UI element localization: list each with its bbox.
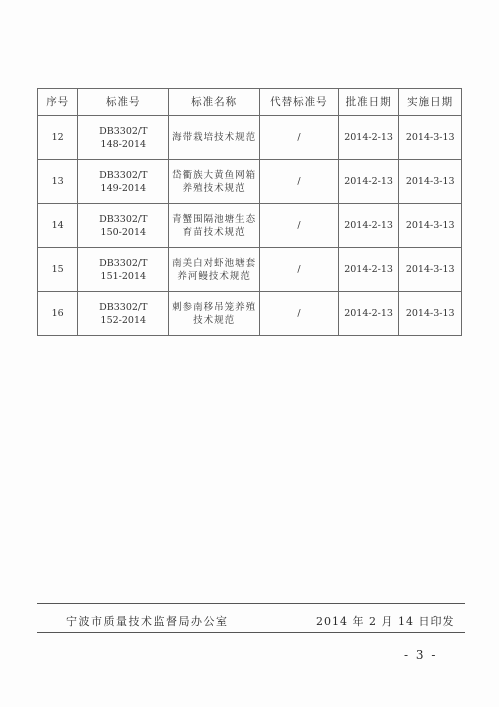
code-line: 149-2014 bbox=[100, 182, 147, 194]
row-seq: 14 bbox=[38, 204, 78, 248]
header-approved: 批准日期 bbox=[338, 89, 399, 116]
row-code bbox=[78, 160, 169, 204]
table-row bbox=[38, 116, 462, 160]
row-name bbox=[169, 204, 260, 248]
row-replaced: / bbox=[260, 160, 339, 204]
name-line: 刺参南移吊笼养殖 bbox=[172, 301, 257, 313]
name-line: 海带栽培技术规范 bbox=[172, 132, 257, 143]
table-row bbox=[38, 204, 462, 248]
row-seq: 16 bbox=[38, 292, 78, 336]
row-approved: 2014-2-13 bbox=[338, 160, 399, 204]
page-number: - 3 - bbox=[404, 648, 438, 662]
footer-bottom-rule bbox=[37, 632, 465, 633]
row-seq: 12 bbox=[38, 116, 78, 160]
header-code: 标准号 bbox=[78, 89, 169, 116]
code-line: DB3302/T bbox=[99, 257, 148, 269]
name-line: 青蟹围隔池塘生态 bbox=[172, 213, 257, 225]
table-header-row bbox=[38, 89, 462, 116]
row-code bbox=[78, 248, 169, 292]
name-line: 养河鳗技术规范 bbox=[177, 270, 251, 282]
row-approved: 2014-2-13 bbox=[338, 292, 399, 336]
name-line: 育苗技术规范 bbox=[182, 226, 246, 238]
standards-table bbox=[37, 88, 462, 336]
row-approved: 2014-2-13 bbox=[338, 116, 399, 160]
row-seq: 15 bbox=[38, 248, 78, 292]
name-line: 养殖技术规范 bbox=[182, 182, 246, 194]
row-replaced: / bbox=[260, 204, 339, 248]
code-line: 148-2014 bbox=[100, 138, 147, 150]
header-replaced: 代替标准号 bbox=[260, 89, 339, 116]
code-line: 151-2014 bbox=[100, 270, 147, 282]
table-row bbox=[38, 160, 462, 204]
row-code bbox=[78, 116, 169, 160]
footer-top-rule bbox=[37, 603, 465, 604]
row-implemented: 2014-3-13 bbox=[399, 116, 462, 160]
code-line: 152-2014 bbox=[100, 314, 147, 326]
row-replaced: / bbox=[260, 292, 339, 336]
row-implemented: 2014-3-13 bbox=[399, 292, 462, 336]
row-replaced: / bbox=[260, 248, 339, 292]
row-name bbox=[169, 160, 260, 204]
name-line: 南美白对虾池塘套 bbox=[172, 257, 257, 269]
footer-organization: 宁波市质量技术监督局办公室 bbox=[66, 615, 229, 628]
row-implemented: 2014-3-13 bbox=[399, 160, 462, 204]
header-seq: 序号 bbox=[38, 89, 78, 116]
code-line: 150-2014 bbox=[100, 226, 147, 238]
header-name: 标准名称 bbox=[169, 89, 260, 116]
code-line: DB3302/T bbox=[99, 125, 148, 137]
code-line: DB3302/T bbox=[99, 301, 148, 313]
code-line: DB3302/T bbox=[99, 213, 148, 225]
code-line: DB3302/T bbox=[99, 169, 148, 181]
row-implemented: 2014-3-13 bbox=[399, 204, 462, 248]
table-row bbox=[38, 248, 462, 292]
footer-print-date: 2014 年 2 月 14 日印发 bbox=[316, 615, 455, 628]
table-row bbox=[38, 292, 462, 336]
row-implemented: 2014-3-13 bbox=[399, 248, 462, 292]
name-line: 技术规范 bbox=[193, 314, 236, 326]
row-name bbox=[169, 248, 260, 292]
row-approved: 2014-2-13 bbox=[338, 204, 399, 248]
name-line: 岱衢族大黄鱼网箱 bbox=[172, 169, 257, 181]
row-name bbox=[169, 116, 260, 160]
row-seq: 13 bbox=[38, 160, 78, 204]
row-replaced: / bbox=[260, 116, 339, 160]
row-code bbox=[78, 292, 169, 336]
header-implemented: 实施日期 bbox=[399, 89, 462, 116]
row-name bbox=[169, 292, 260, 336]
row-approved: 2014-2-13 bbox=[338, 248, 399, 292]
row-code bbox=[78, 204, 169, 248]
